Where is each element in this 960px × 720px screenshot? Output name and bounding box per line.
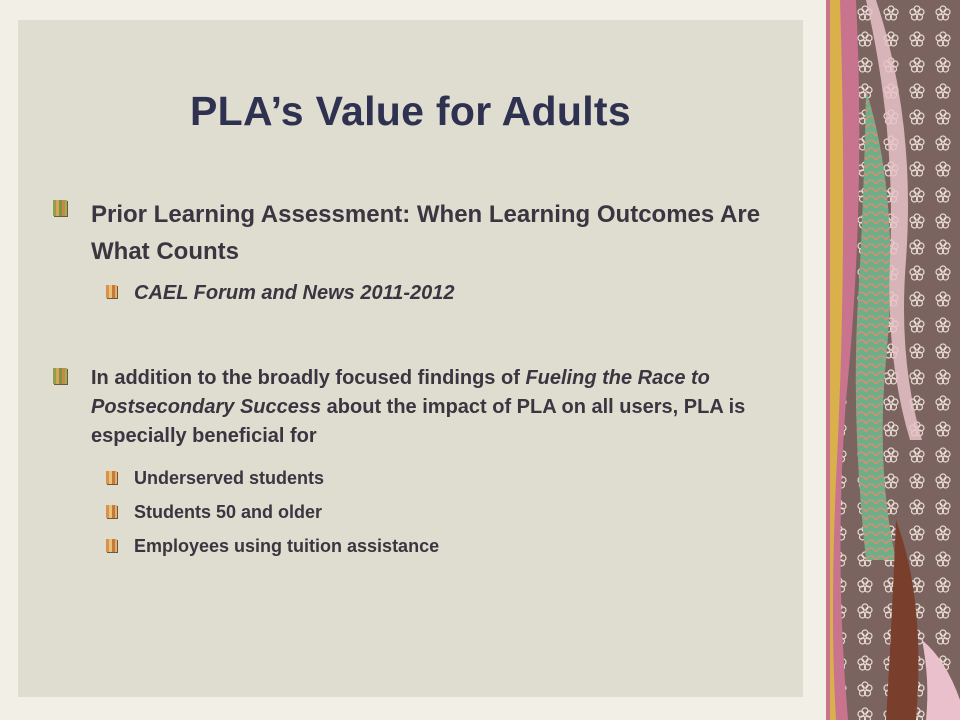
bullet-prior-learning-assessment xyxy=(91,196,791,270)
sub-bullet-students-50 xyxy=(134,502,322,523)
bullet-text-report-title: Fueling the Race to Postsecondary Success xyxy=(91,367,710,418)
bullet-marker-icon xyxy=(53,200,67,216)
sub-bullet-text: CAEL Forum and News 2011-2012 xyxy=(134,282,455,304)
slide-content-panel xyxy=(18,20,803,697)
bullet-text: Prior Learning Assessment: When Learning Outcomes Are What Counts xyxy=(91,201,761,265)
sub-bullet-employees xyxy=(134,536,439,557)
bullet-text-part1: In addition to the broadly focused findings of xyxy=(91,367,526,389)
decorative-floral-border xyxy=(826,0,960,720)
sub-bullet-cael-forum xyxy=(134,282,734,305)
slide-title: PLA’s Value for Adults xyxy=(190,88,631,134)
sub-bullet-marker-icon xyxy=(106,471,117,484)
sub-bullet-text: Employees using tuition assistance xyxy=(134,536,440,556)
sub-bullet-text: Underserved students xyxy=(134,468,325,488)
bullet-text-part2: about the impact of PLA on all users, PLA is especially beneficial for xyxy=(91,396,746,447)
sub-bullet-marker-icon xyxy=(106,505,117,518)
bullet-marker-icon xyxy=(53,368,67,384)
bullet-pla-beneficial xyxy=(91,364,811,451)
sub-bullet-underserved xyxy=(134,468,324,489)
sub-bullet-text: Students 50 and older xyxy=(134,502,323,522)
sub-bullet-marker-icon xyxy=(106,539,117,552)
sub-bullet-marker-icon xyxy=(106,285,117,298)
